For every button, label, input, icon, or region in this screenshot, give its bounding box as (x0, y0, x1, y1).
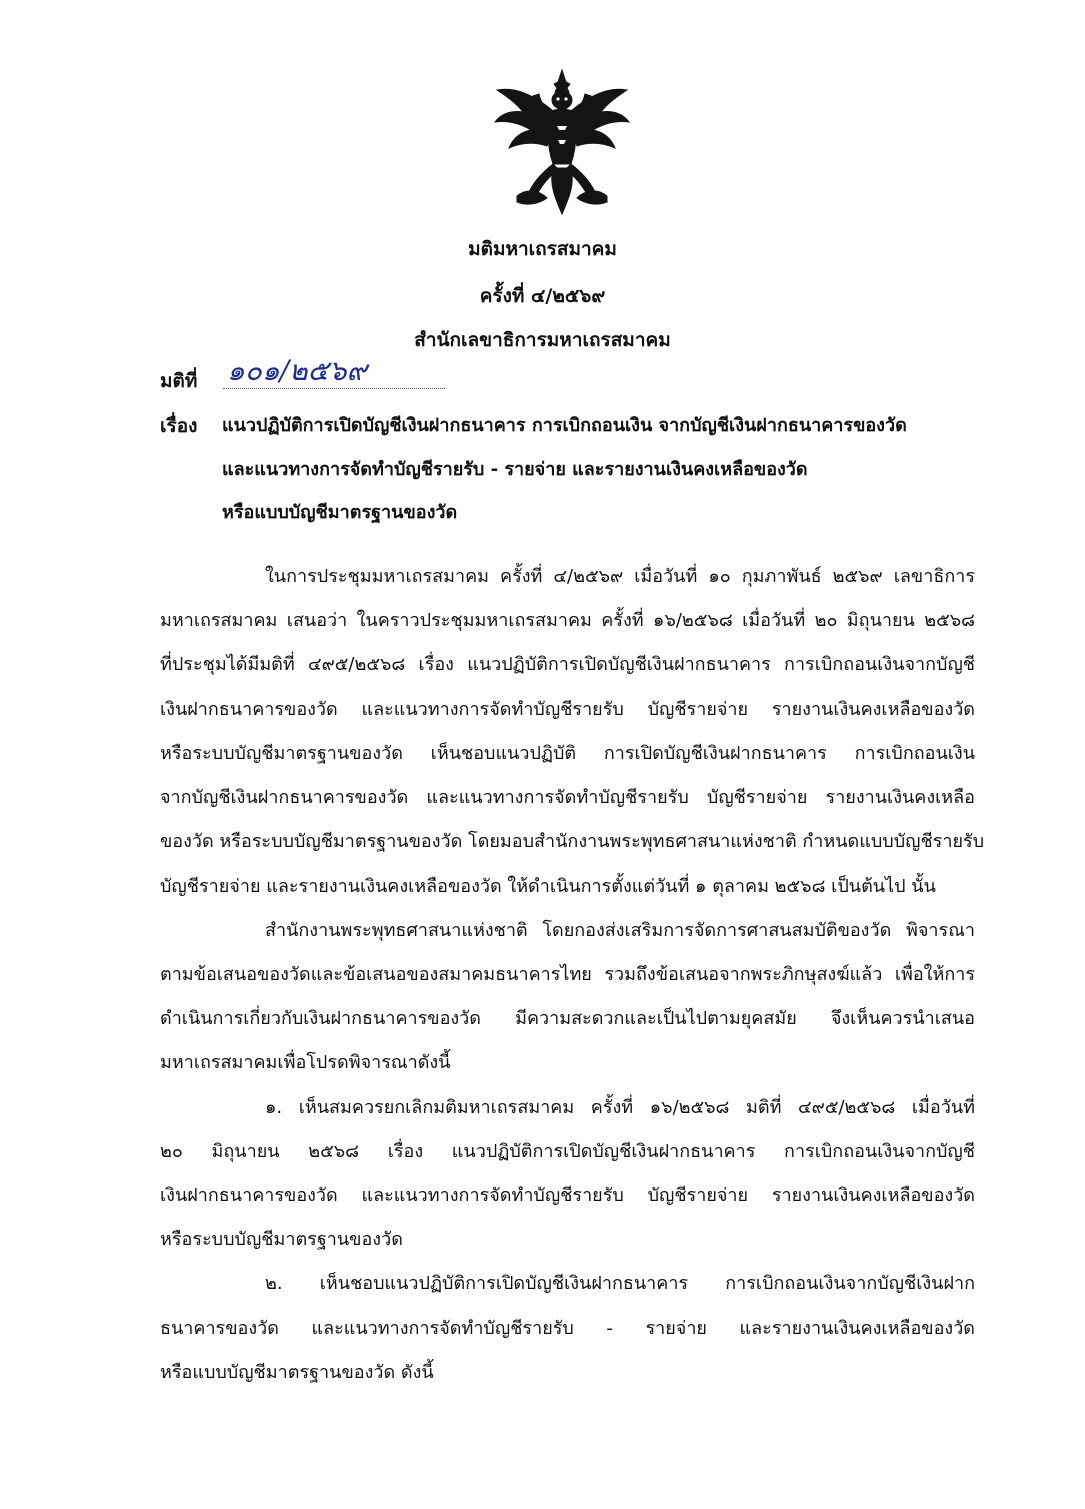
body-line: บัญชีรายจ่าย และรายงานเงินคงเหลือของวัด ให้ดำเนินการตั้งแต่วันที่ ๑ ตุลาคม ๒๕๖๘ เป็นต้นไป นั้น (160, 876, 936, 897)
subject-label: เรื่อง (160, 415, 198, 437)
body-line: ธนาคารของวัด และแนวทางการจัดทำบัญชีรายรับ - รายจ่าย และรายงานเงินคงเหลือของวัด (160, 1318, 975, 1339)
resolution-label: มติที่ (160, 370, 198, 392)
body-line: เงินฝากธนาคารของวัด และแนวทางการจัดทำบัญชีรายรับ บัญชีรายจ่าย รายงานเงินคงเหลือของวัด (160, 1185, 975, 1206)
body-line: ๑. เห็นสมควรยกเลิกมติมหาเถรสมาคม ครั้งที่ ๑๖/๒๕๖๘ มติที่ ๔๙๕/๒๕๖๘ เมื่อวันที่ (265, 1097, 975, 1118)
resolution-number-field (223, 354, 445, 389)
subject-line: แนวปฏิบัติการเปิดบัญชีเงินฝากธนาคาร การเบิกถอนเงิน จากบัญชีเงินฝากธนาคารของวัด (222, 415, 907, 436)
garuda-emblem-icon (487, 68, 637, 218)
resolution-number: ๑๐๑/๒๕๖๙ (227, 354, 367, 387)
body-line: ดำเนินการเกี่ยวกับเงินฝากธนาคารของวัด มีความสะดวกและเป็นไปตามยุคสมัย จึงเห็นควรนำเสนอ (160, 1008, 975, 1029)
org-title: มติมหาเถรสมาคม (468, 238, 617, 260)
body-line: ตามข้อเสนอของวัดและข้อเสนอของสมาคมธนาคารไทย รวมถึงข้อเสนอจากพระภิกษุสงฆ์แล้ว เพื่อให้การ (160, 964, 975, 985)
subject-line: และแนวทางการจัดทำบัญชีรายรับ - รายจ่าย และรายงานเงินคงเหลือของวัด (222, 459, 808, 480)
subject-line: หรือแบบบัญชีมาตรฐานของวัด (222, 502, 458, 523)
body-line: ของวัด หรือระบบบัญชีมาตรฐานของวัด โดยมอบสำนักงานพระพุทธศาสนาแห่งชาติ กำหนดแบบบัญชีรายรับ (160, 831, 985, 852)
body-line: มหาเถรสมาคมเพื่อโปรดพิจารณาดังนี้ (160, 1052, 451, 1073)
body-line: จากบัญชีเงินฝากธนาคารของวัด และแนวทางการจัดทำบัญชีรายรับ บัญชีรายจ่าย รายงานเงินคงเหลือ (160, 787, 975, 808)
body-line: ในการประชุมมหาเถรสมาคม ครั้งที่ ๔/๒๕๖๙ เมื่อวันที่ ๑๐ กุมภาพันธ์ ๒๕๖๙ เลขาธิการ (265, 566, 975, 587)
body-line: ๒๐ มิถุนายน ๒๕๖๘ เรื่อง แนวปฏิบัติการเปิดบัญชีเงินฝากธนาคาร การเบิกถอนเงินจากบัญชี (160, 1141, 975, 1162)
session-number: ครั้งที่ ๔/๒๕๖๙ (479, 285, 606, 307)
body-line: สำนักงานพระพุทธศาสนาแห่งชาติ โดยกองส่งเสริมการจัดการศาสนสมบัติของวัด พิจารณา (265, 920, 975, 941)
body-line: หรือระบบบัญชีมาตรฐานของวัด เห็นชอบแนวปฏิบัติ การเปิดบัญชีเงินฝากธนาคาร การเบิกถอนเงิน (160, 743, 975, 764)
body-line: หรือแบบบัญชีมาตรฐานของวัด ดังนี้ (160, 1362, 434, 1383)
body-line: ที่ประชุมได้มีมติที่ ๔๙๕/๒๕๖๘ เรื่อง แนวปฏิบัติการเปิดบัญชีเงินฝากธนาคาร การเบิกถอนเงินจากบัญชี (160, 654, 975, 675)
body-line: เงินฝากธนาคารของวัด และแนวทางการจัดทำบัญชีรายรับ บัญชีรายจ่าย รายงานเงินคงเหลือของวัด (160, 699, 975, 720)
body-line: มหาเถรสมาคม เสนอว่า ในคราวประชุมมหาเถรสมาคม ครั้งที่ ๑๖/๒๕๖๘ เมื่อวันที่ ๒๐ มิถุนายน ๒๕๖๘ (160, 610, 975, 631)
body-line: หรือระบบบัญชีมาตรฐานของวัด (160, 1229, 403, 1250)
body-line: ๒. เห็นชอบแนวปฏิบัติการเปิดบัญชีเงินฝากธนาคาร การเบิกถอนเงินจากบัญชีเงินฝาก (265, 1273, 975, 1294)
issuing-office: สำนักเลขาธิการมหาเถรสมาคม (414, 329, 671, 351)
